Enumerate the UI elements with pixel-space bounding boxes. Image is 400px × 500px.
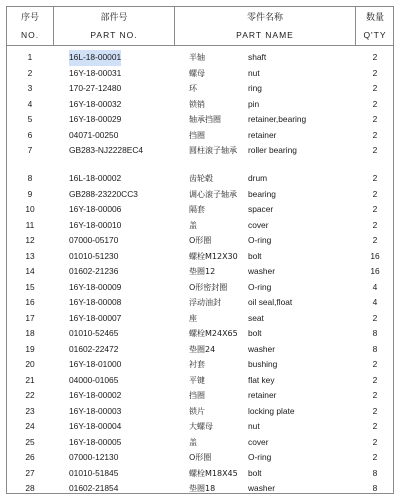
table-row	[7, 171, 393, 187]
table-row	[7, 143, 393, 171]
header-no-en: NO.	[20, 30, 40, 40]
row-part-number: 01010-52465	[69, 328, 119, 338]
row-name-en: retainer	[248, 129, 277, 140]
row-part-number: 16Y-18-00003	[69, 405, 122, 416]
row-part-number: 16Y-18-00004	[69, 421, 122, 431]
row-number: 20	[25, 359, 35, 369]
header-part-en: PART NO.	[90, 30, 138, 40]
header-part-no	[54, 7, 174, 45]
table-row	[7, 419, 393, 435]
row-name-en: oil seal,float	[248, 297, 293, 307]
row-number: 11	[25, 219, 35, 230]
row-name-en: drum	[248, 173, 268, 183]
row-number: 9	[27, 188, 33, 199]
row-name-en: cover	[248, 219, 269, 230]
row-name-en: bushing	[248, 359, 278, 369]
row-name-en: bearing	[248, 188, 276, 199]
row-name-zh: 平键	[189, 375, 205, 385]
table-row	[7, 311, 393, 327]
row-quantity: 2	[372, 405, 378, 416]
header-part-name	[175, 7, 355, 45]
row-number: 16	[25, 297, 35, 307]
table-row	[7, 50, 393, 66]
row-name-en: nut	[248, 67, 260, 78]
row-name-zh: 螺栓M18X45	[189, 468, 238, 478]
row-number: 18	[25, 328, 35, 338]
row-quantity: 2	[372, 219, 378, 230]
table-row	[7, 295, 393, 311]
row-name-zh: 半轴	[189, 53, 205, 62]
row-number: 14	[25, 266, 35, 276]
row-quantity: 8	[372, 343, 378, 354]
row-part-number: 04071-00250	[69, 129, 119, 140]
row-number: 19	[25, 343, 35, 354]
header-part-zh: 部件号	[100, 13, 128, 23]
row-part-number: 16Y-18-00031	[69, 67, 122, 78]
table-row	[7, 112, 393, 128]
row-number: 23	[25, 405, 35, 416]
row-name-en: nut	[248, 421, 260, 431]
table-row	[7, 187, 393, 203]
row-number: 25	[25, 436, 35, 447]
row-name-zh: 锁销	[189, 99, 205, 109]
row-part-number: 16Y-18-00029	[69, 114, 122, 124]
row-name-zh: 环	[189, 84, 197, 93]
row-name-en: O-ring	[248, 235, 272, 245]
row-quantity: 2	[372, 204, 378, 214]
table-row	[7, 466, 393, 482]
row-quantity: 2	[372, 83, 378, 93]
header-name-zh: 零件名称	[246, 13, 283, 23]
row-number: 3	[27, 83, 33, 93]
row-quantity: 2	[372, 436, 378, 447]
row-quantity: 2	[372, 452, 378, 462]
row-name-zh: 衬套	[189, 360, 205, 369]
row-name-zh: 垫圈24	[189, 344, 216, 354]
row-name-en: spacer	[248, 204, 274, 214]
table-row	[7, 342, 393, 358]
row-quantity: 4	[372, 281, 378, 292]
row-name-en: bolt	[248, 250, 262, 261]
row-name-zh: O形圈	[189, 236, 212, 245]
row-name-zh: O形密封圈	[189, 282, 228, 292]
row-part-number: 16Y-18-00008	[69, 297, 122, 307]
row-number: 4	[27, 98, 33, 109]
row-number: 15	[25, 281, 35, 292]
row-quantity: 2	[372, 173, 378, 183]
row-number: 24	[25, 421, 35, 431]
row-number: 12	[25, 235, 35, 245]
row-part-number: 16Y-18-00010	[69, 219, 122, 230]
table-row	[7, 218, 393, 234]
row-quantity: 4	[372, 297, 378, 307]
row-quantity: 2	[372, 98, 378, 109]
row-quantity: 8	[372, 467, 378, 478]
table-row	[7, 202, 393, 218]
row-part-number: 01602-21236	[69, 266, 119, 276]
row-number: 8	[27, 173, 33, 183]
row-name-en: cover	[248, 436, 269, 447]
row-part-number: 16Y-18-00007	[69, 312, 122, 323]
row-number: 2	[27, 67, 33, 78]
row-part-number: 07000-12130	[69, 452, 119, 462]
row-quantity: 2	[372, 52, 378, 62]
row-part-number: 01602-22472	[69, 343, 119, 354]
row-part-number: 16Y-18-00002	[69, 390, 122, 400]
row-number: 10	[25, 204, 35, 214]
row-name-en: pin	[248, 98, 260, 109]
row-part-number: 16Y-18-00006	[69, 204, 122, 214]
row-number: 21	[25, 374, 35, 385]
table-row	[7, 481, 393, 497]
row-quantity: 2	[372, 312, 378, 323]
row-name-zh: 挡圈	[189, 391, 205, 400]
table-row	[7, 388, 393, 404]
table-row	[7, 249, 393, 265]
row-name-en: ring	[248, 83, 262, 93]
row-quantity: 2	[372, 390, 378, 400]
table-row	[7, 404, 393, 420]
row-name-en: O-ring	[248, 452, 272, 462]
table-row	[7, 357, 393, 373]
row-name-zh: O形圈	[189, 453, 212, 462]
row-name-en: washer	[248, 483, 275, 493]
row-number: 7	[27, 145, 33, 155]
row-name-en: bolt	[248, 328, 262, 338]
table-row	[7, 326, 393, 342]
table-header	[7, 7, 393, 46]
row-quantity: 2	[372, 359, 378, 369]
row-name-zh: 盖	[189, 220, 197, 230]
row-quantity: 2	[372, 188, 378, 199]
row-name-zh: 圆柱滚子轴承	[189, 146, 237, 155]
header-no	[7, 7, 53, 45]
row-part-number: 01010-51230	[69, 250, 119, 261]
row-name-zh: 大螺母	[189, 422, 213, 431]
row-quantity: 2	[372, 421, 378, 431]
header-qty-en: Q'TY	[363, 30, 387, 40]
header-name-en: PART NAME	[236, 30, 294, 40]
row-part-number: 170-27-12480	[69, 83, 122, 93]
row-number: 22	[25, 390, 35, 400]
row-name-en: washer	[248, 343, 275, 354]
table-row	[7, 450, 393, 466]
row-name-zh: 浮动油封	[189, 298, 221, 307]
row-quantity: 2	[372, 67, 378, 78]
table-row	[7, 66, 393, 82]
row-part-number: 16Y-18-00009	[69, 281, 122, 292]
row-quantity: 8	[372, 328, 378, 338]
row-name-zh: 盖	[189, 437, 197, 447]
row-name-zh: 座	[189, 313, 197, 323]
row-quantity: 2	[372, 145, 378, 155]
row-quantity: 2	[372, 374, 378, 385]
header-qty	[356, 7, 394, 45]
row-number: 28	[25, 483, 35, 493]
row-number: 17	[25, 312, 35, 323]
table-row	[7, 373, 393, 389]
row-name-zh: 隔套	[189, 205, 205, 214]
table-row	[7, 435, 393, 451]
table-row	[7, 280, 393, 296]
row-part-number: 01602-21854	[69, 483, 119, 493]
header-qty-zh: 数量	[365, 13, 384, 23]
row-quantity: 16	[370, 266, 380, 276]
row-number: 13	[25, 250, 35, 261]
row-part-number: 16Y-18-00032	[69, 98, 122, 109]
row-name-zh: 齿轮毂	[189, 174, 213, 183]
row-quantity: 16	[370, 250, 380, 261]
row-quantity: 2	[372, 114, 378, 124]
table-row	[7, 128, 393, 144]
row-part-number: GB283-NJ2228EC4	[69, 145, 144, 155]
row-name-en: retainer,bearing	[248, 114, 307, 124]
row-name-zh: 螺母	[189, 68, 205, 78]
row-name-en: bolt	[248, 467, 262, 478]
table-row	[7, 233, 393, 249]
row-number: 1	[27, 52, 33, 62]
row-name-en: washer	[248, 266, 275, 276]
parts-table-body	[7, 50, 393, 497]
row-name-en: locking plate	[248, 405, 295, 416]
row-part-number: 16L-18-00001	[69, 50, 121, 66]
row-part-number: 16Y-18-00005	[69, 436, 122, 447]
header-no-zh: 序号	[20, 13, 39, 23]
row-name-zh: 垫圈18	[189, 484, 216, 493]
row-name-zh: 螺栓M12X30	[189, 251, 238, 261]
row-part-number: 16L-18-00002	[69, 173, 122, 183]
row-name-zh: 挡圈	[189, 130, 205, 140]
row-name-en: retainer	[248, 390, 277, 400]
row-name-zh: 螺栓M24X65	[189, 329, 238, 338]
row-part-number: GB288-23220CC3	[69, 188, 138, 199]
row-quantity: 2	[372, 235, 378, 245]
row-name-en: flat key	[248, 374, 275, 385]
row-part-number: 16Y-18-01000	[69, 359, 122, 369]
row-name-zh: 垫圈12	[189, 267, 216, 276]
row-part-number: 07000-05170	[69, 235, 119, 245]
row-name-en: roller bearing	[248, 145, 297, 155]
row-part-number: 01010-51845	[69, 467, 119, 478]
row-number: 27	[25, 467, 35, 478]
row-part-number: 04000-01065	[69, 374, 119, 385]
table-row	[7, 97, 393, 113]
table-row	[7, 81, 393, 97]
row-name-en: seat	[248, 312, 264, 323]
parts-list-sheet	[6, 6, 394, 494]
table-row	[7, 264, 393, 280]
row-name-zh: 轴承挡圈	[189, 115, 221, 124]
row-name-en: O-ring	[248, 281, 272, 292]
row-number: 5	[27, 114, 33, 124]
row-number: 6	[27, 129, 33, 140]
row-name-zh: 锁片	[189, 406, 205, 416]
row-quantity: 8	[372, 483, 378, 493]
row-name-zh: 调心滚子轴承	[189, 189, 237, 199]
row-quantity: 2	[372, 129, 378, 140]
row-number: 26	[25, 452, 35, 462]
row-name-en: shaft	[248, 52, 267, 62]
